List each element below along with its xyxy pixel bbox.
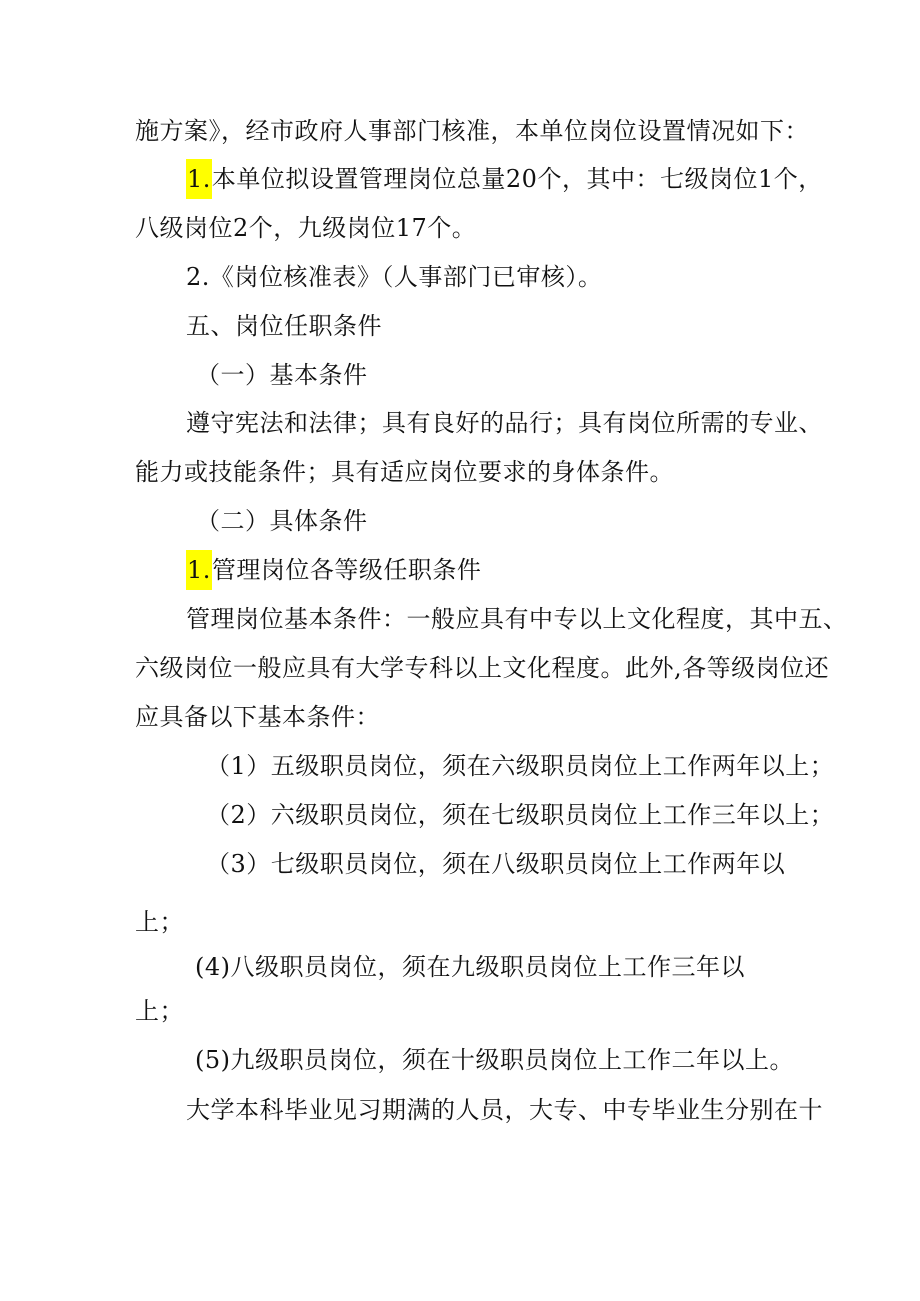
section-heading: 五、岗位任职条件 xyxy=(186,312,382,340)
highlighted-number: 1. xyxy=(186,550,212,590)
text-line: 六级岗位一般应具有大学专科以上文化程度。此外,各等级岗位还 xyxy=(135,654,830,682)
text-line: 施方案》，经市政府人事部门核准，本单位岗位设置情况如下： xyxy=(135,117,809,145)
list-item: (5)九级职员岗位，须在十级职员岗位上工作二年以上。 xyxy=(195,1046,794,1074)
item-text: 管理岗位各等级任职条件 xyxy=(211,556,482,584)
list-item: （1）五级职员岗位，须在六级职员岗位上工作两年以上； xyxy=(206,752,835,780)
item-text: 本单位拟设置管理岗位总量20个，其中：七级岗位1个， xyxy=(211,165,823,193)
numbered-item xyxy=(186,162,823,196)
text-line: 八级岗位2个，九级岗位17个。 xyxy=(135,214,477,242)
list-item: （3）七级职员岗位，须在八级职员岗位上工作两年以 xyxy=(206,850,786,878)
text-line: 遵守宪法和法律；具有良好的品行；具有岗位所需的专业、 xyxy=(186,409,823,437)
highlighted-number: 1. xyxy=(186,159,212,199)
list-item: （2）六级职员岗位，须在七级职员岗位上工作三年以上； xyxy=(206,801,835,829)
text-line: 大学本科毕业见习期满的人员，大专、中专毕业生分别在十 xyxy=(186,1096,823,1124)
subsection-heading: （二）具体条件 xyxy=(196,507,368,535)
text-line: 管理岗位基本条件：一般应具有中专以上文化程度，其中五、 xyxy=(186,605,848,633)
list-item: (4)八级职员岗位，须在九级职员岗位上工作三年以 xyxy=(195,953,745,981)
text-line: 应具备以下基本条件： xyxy=(135,703,380,731)
text-line: 能力或技能条件；具有适应岗位要求的身体条件。 xyxy=(135,458,674,486)
numbered-item xyxy=(186,553,481,587)
subsection-heading: （一）基本条件 xyxy=(196,361,368,389)
text-line: 上； xyxy=(135,997,184,1025)
text-line: 2.《岗位核准表》（人事部门已审核）。 xyxy=(186,263,603,291)
text-line: 上； xyxy=(135,908,184,936)
